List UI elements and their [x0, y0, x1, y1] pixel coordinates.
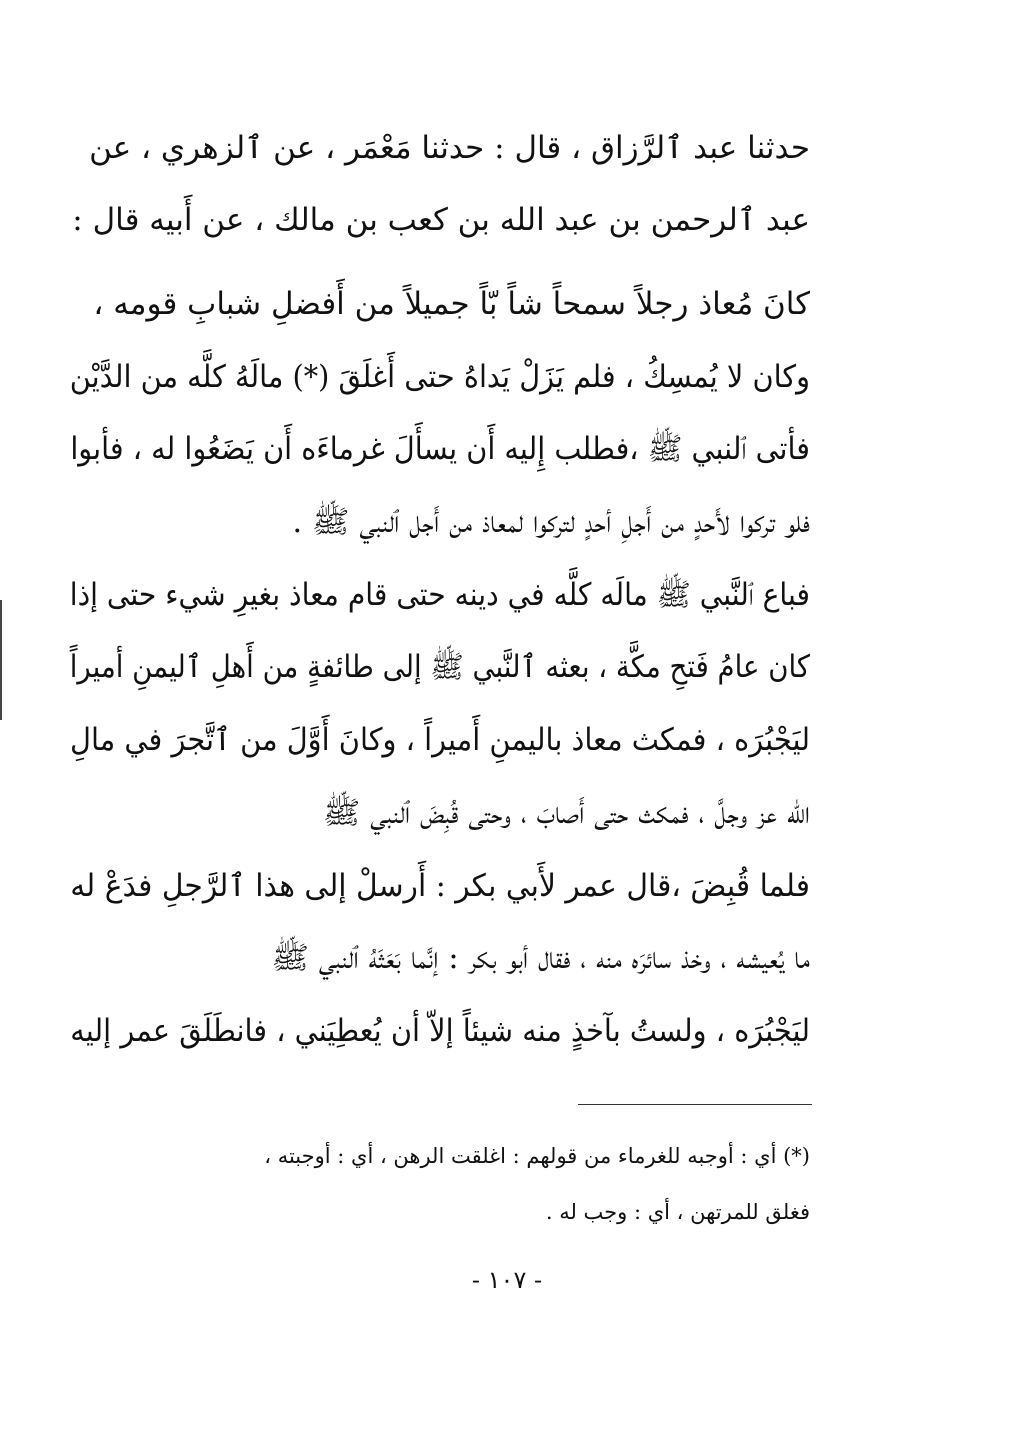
text-line: فلو تركوا لأَحدٍ من أَجلِ أحدٍ لتركوا لمعاذ من أَجل ٱلنبي ﷺ . [292, 504, 810, 541]
text-line: ليَجْبُرَه ، فمكث معاذ باليمنِ أَميراً ، وكانَ أَوَّلَ من ٱتَّجرَ في مالِ [70, 722, 811, 759]
scan-edge-mark [0, 600, 2, 720]
footnote-separator [578, 1104, 812, 1105]
text-line: فلما قُبِضَ ،قال عمر لأَبي بكر : أَرسلْ إلى هذا ٱلرَّجلِ فدَعْ له [70, 867, 811, 904]
text-line: فأتى ٱلنبي ﷺ ،فطلب إِليه أَن يسأَلَ غرماءَه أَن يَضَعُوا له ، فأبوا [70, 431, 811, 468]
text-line: ما يُعيشه ، وخذ سائرَه منه ، فقال أبو بكر : إنَّما بَعَثَهُ ٱلنبي ﷺ [271, 940, 810, 977]
isnad-line-2: عبد ٱلرحمن بن عبد الله بن كعب بن مالك ، عن أَبيه قال : [72, 202, 810, 238]
text-line: ليَجْبُرَه ، ولستُ بآخذٍ منه شيئاً إلاّ أن يُعطِيَني ، فانطَلَقَ عمر إليه [70, 1012, 810, 1049]
text-line: فباع ٱلنَّبي ﷺ مالَه كلَّه في دينه حتى قام معاذ بغيرِ شيء حتى إذا [69, 576, 811, 613]
isnad-line-1: حدثنا عبد ٱلرَّزاق ، قال : حدثنا مَعْمَر ، عن ٱلزهري ، عن [89, 130, 810, 166]
page-number: - ١٠٧ - [471, 1266, 543, 1294]
text-line: كان عامُ فَتحِ مكَّة ، بعثه ٱلنَّبي ﷺ إلى طائفةٍ من أَهلِ ٱليمنِ أميراً [69, 649, 810, 686]
text-line: الله عز وجلَّ ، فمكث حتى أَصابَ ، وحتى قُبِضَ ٱلنبي ﷺ [322, 794, 810, 831]
footnote [70, 1134, 810, 1246]
footnote-line-1: (*) أي : أوجبه للغرماء من قولهم : اغلقت الرهن ، أي : أوجبته ، [264, 1144, 810, 1168]
isnad-paragraph [70, 118, 810, 262]
text-line: وكان لا يُمسِكُ ، فلم يَزَلْ يَداهُ حتى أَغلَقَ (*) مالَهُ كلَّه من الدَّيْن [69, 358, 810, 395]
text-line: كانَ مُعاذ رجلاً سمحاً شاً بّاً جميلاً من أَفضلِ شبابِ قومه ، [93, 286, 810, 322]
main-paragraph [70, 272, 810, 1072]
footnote-line-2: فغلق للمرتهن ، أي : وجب له . [545, 1200, 810, 1224]
